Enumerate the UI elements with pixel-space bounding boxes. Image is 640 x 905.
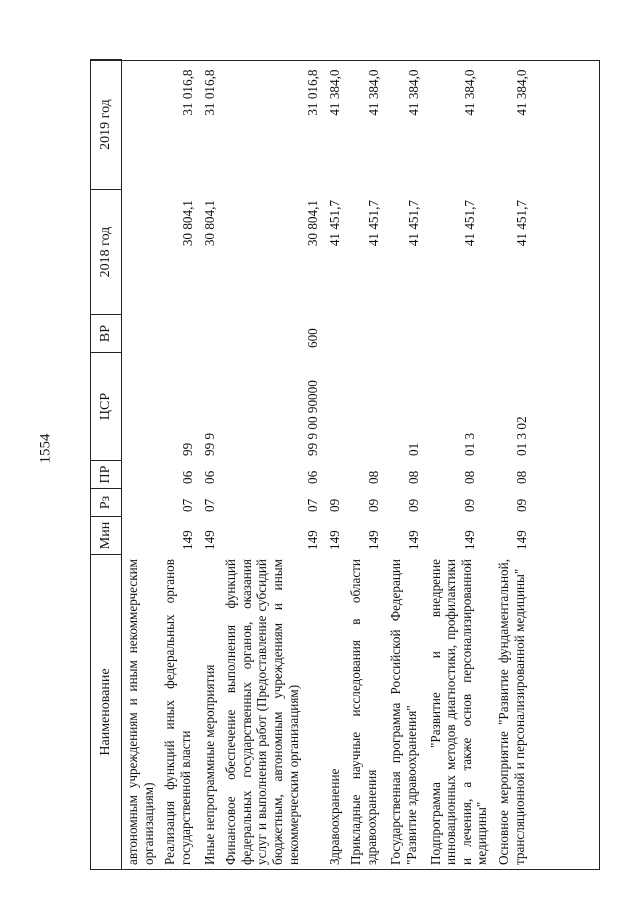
row-pr: 08 [461, 470, 477, 484]
row-2018: 41 451,7 [461, 200, 477, 247]
table-row [199, 60, 221, 870]
row-vr [159, 315, 199, 353]
row-2018: 41 451,7 [513, 200, 529, 247]
row-2019: 31 016,8 [201, 69, 217, 116]
row-2019: 41 384,0 [406, 69, 422, 116]
row-rz: 09 [326, 498, 342, 512]
row-csr: 01 [406, 442, 422, 456]
row-min: 149 [180, 530, 196, 550]
row-csr: 99 [180, 442, 196, 456]
row-min: 149 [513, 530, 529, 550]
header-2018: 2018 год [91, 190, 122, 315]
table-row [122, 60, 160, 870]
row-vr [425, 315, 493, 353]
row-min: 149 [326, 530, 342, 550]
header-name: Наименование [91, 555, 122, 870]
row-rz: 09 [461, 498, 477, 512]
header-vr: ВР [91, 315, 122, 353]
row-vr [345, 315, 385, 353]
header-2019: 2019 год [91, 60, 122, 190]
row-2019: 31 016,8 [305, 69, 321, 116]
row-pr: 06 [180, 470, 196, 484]
row-2019: 41 384,0 [461, 69, 477, 116]
row-2019: 41 384,0 [366, 69, 382, 116]
row-vr: 600 [305, 328, 321, 348]
row-pr: 06 [305, 470, 321, 484]
header-csr: ЦСР [91, 353, 122, 461]
table-row [220, 60, 324, 870]
row-name: Подпрограмма "Развитие и внедрение инновационных методов диагностики, профилактики и лечения, а также основ персонализированной медицины" [427, 559, 490, 865]
row-min [122, 517, 160, 555]
header-rz: Рз [91, 489, 122, 517]
row-pr [122, 461, 160, 489]
row-vr [122, 315, 160, 353]
row-name: автономным учреждениям и иным некоммерческим организациям) [125, 559, 156, 865]
row-min: 149 [406, 530, 422, 550]
row-2019: 31 016,8 [180, 69, 196, 116]
row-min: 149 [201, 530, 217, 550]
row-csr [324, 353, 346, 461]
row-rz: 09 [513, 498, 529, 512]
row-pr [324, 461, 346, 489]
row-csr: 99 9 [201, 432, 217, 456]
budget-table-sheet [90, 60, 600, 870]
row-rz: 07 [305, 498, 321, 512]
row-2019 [122, 60, 160, 190]
table-row [493, 60, 533, 870]
row-min: 149 [305, 530, 321, 550]
row-csr [345, 353, 385, 461]
row-pr: 08 [406, 470, 422, 484]
row-rz: 07 [201, 498, 217, 512]
header-pr: ПР [91, 461, 122, 489]
row-csr: 01 3 [461, 432, 477, 456]
row-rz: 09 [366, 498, 382, 512]
row-rz [122, 489, 160, 517]
row-name: Прикладные научные исследования в области здравоохранения [348, 559, 380, 865]
row-pr: 06 [201, 470, 217, 484]
row-vr [385, 315, 425, 353]
row-csr: 01 3 02 [513, 416, 529, 456]
row-2019: 41 384,0 [513, 69, 529, 116]
row-name: Здравоохранение [326, 768, 342, 865]
row-name: Реализация функций иных федеральных органов государственной власти [162, 559, 193, 865]
row-name: Финансовое обеспечение выполнения функций федеральных государственных органов, оказания услуг и выполнения работ (Предоставление субсидий бюджетным, автономным учреждениям и иным некоммерческим организациям) [223, 559, 301, 865]
row-pr: 08 [513, 470, 529, 484]
row-2018: 30 804,1 [201, 200, 217, 247]
table-row [385, 60, 425, 870]
budget-table [90, 59, 533, 870]
table-header-row [91, 60, 122, 870]
row-rz: 07 [180, 498, 196, 512]
row-2018: 30 804,1 [180, 200, 196, 247]
table-row [345, 60, 385, 870]
row-pr: 08 [366, 470, 382, 484]
table-row [159, 60, 199, 870]
row-vr [199, 315, 221, 353]
page-number: 1554 [37, 433, 54, 464]
row-rz: 09 [406, 498, 422, 512]
row-name: Основное мероприятие "Развитие фундаментальной, трансляционной и персонализированной медицины" [495, 559, 527, 865]
row-2018 [122, 190, 160, 315]
row-2018: 41 451,7 [366, 200, 382, 247]
row-2018: 30 804,1 [305, 200, 321, 247]
table-row [425, 60, 493, 870]
row-csr: 99 9 00 90000 [305, 380, 321, 456]
table-row [324, 60, 346, 870]
row-2018: 41 451,7 [406, 200, 422, 247]
header-min: Мин [91, 517, 122, 555]
row-2019: 41 384,0 [326, 69, 342, 116]
row-name: Государственная программа Российской Федерации "Развитие здравоохранения" [388, 559, 419, 865]
row-min: 149 [366, 530, 382, 550]
row-vr [493, 315, 533, 353]
row-vr [324, 315, 346, 353]
row-csr [122, 353, 160, 461]
row-2018: 41 451,7 [326, 200, 342, 247]
row-name: Иные непрограммные мероприятия [201, 664, 217, 865]
row-min: 149 [461, 530, 477, 550]
